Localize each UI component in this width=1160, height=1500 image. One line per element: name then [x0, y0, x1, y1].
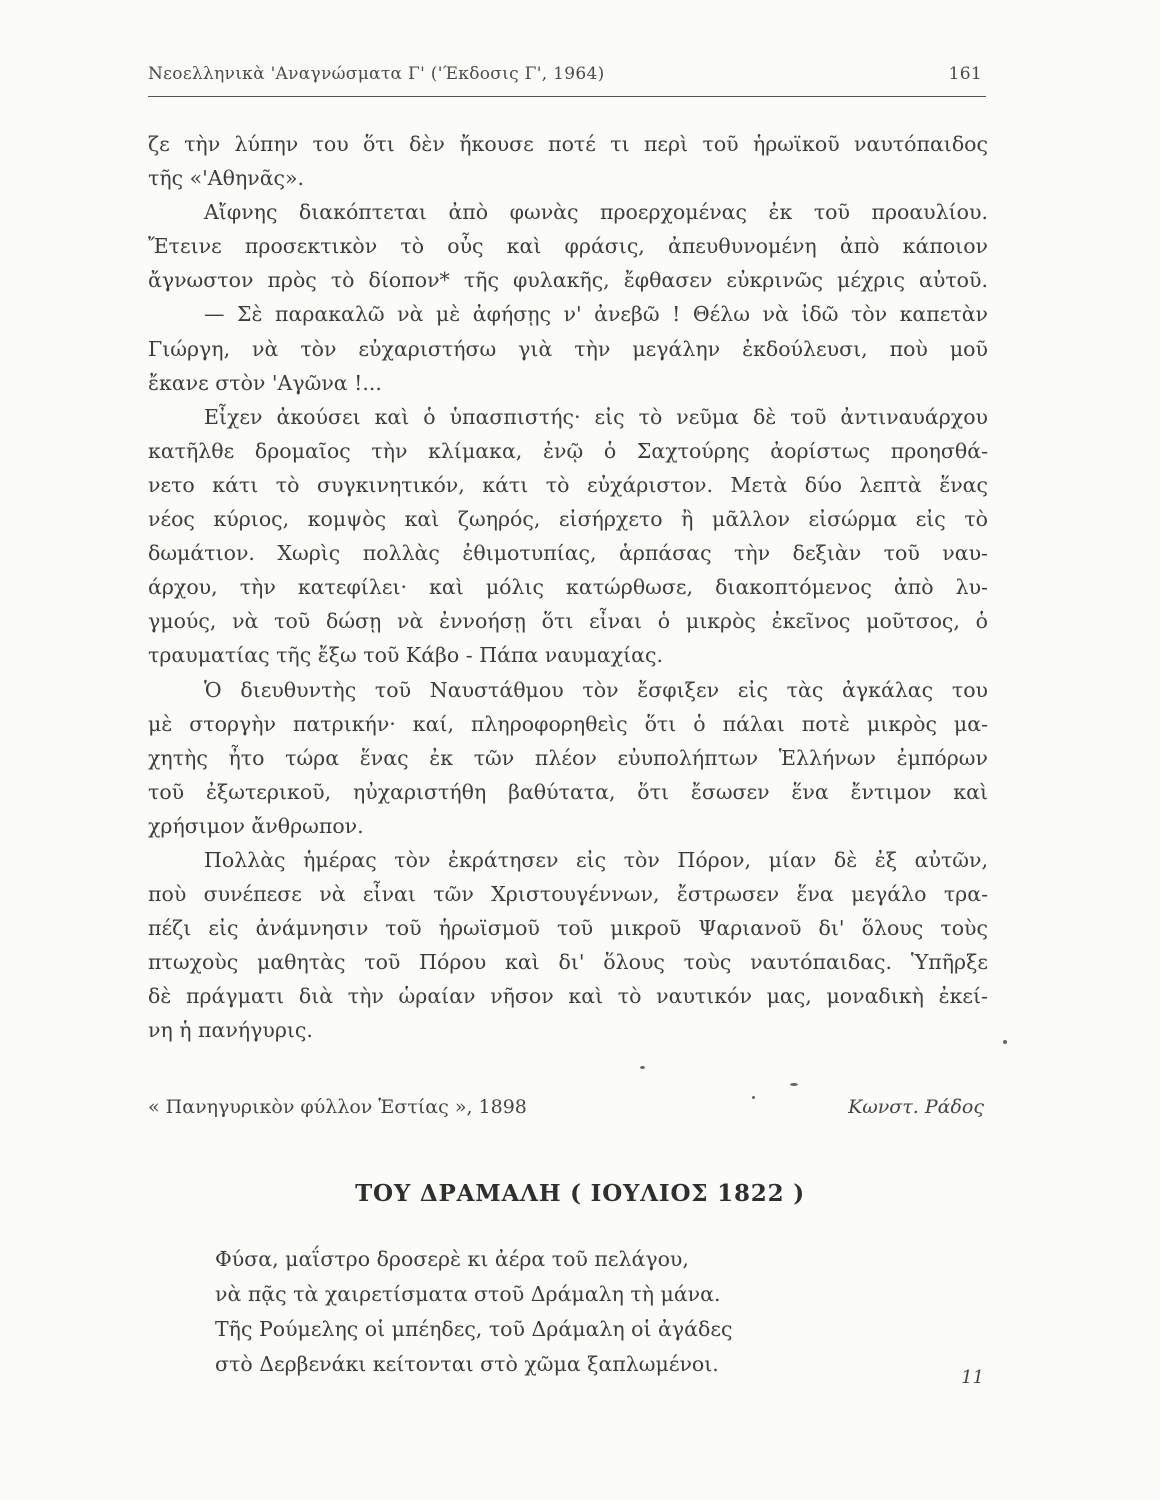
poem-title: ΤΟΥ ΔΡΑΜΑΛΗ ( ΙΟΥΛΙΟΣ 1822 ): [355, 1180, 805, 1207]
prose-line: χρήσιμον ἄνθρωπον.: [148, 813, 364, 838]
prose-body: [148, 127, 988, 1048]
prose-line: δὲ πράγματι διὰ τὴν ὡραίαν νῆσον καὶ τὸ ναυτικόν μας, μοναδικὴ ἐκεί-: [148, 984, 988, 1009]
prose-line: πτωχοὺς μαθητὰς τοῦ Πόρου καὶ δι' ὅλους τοὺς ναυτόπαιδας. Ὑπῆρξε: [148, 950, 988, 975]
prose-line: — Σὲ παρακαλῶ νὰ μὲ ἀφήσῃς ν' ἀνεβῶ ! Θέλω νὰ ἰδῶ τὸν καπετὰν: [204, 302, 988, 327]
ink-speck: [640, 1066, 645, 1069]
poem-verse: Φύσα, μαΐστρο δροσερὲ κι ἀέρα τοῦ πελάγου,: [215, 1247, 689, 1271]
signature-mark: 11: [961, 1367, 984, 1388]
prose-line: Αἴφνης διακόπτεται ἀπὸ φωνὰς προερχομένας ἐκ τοῦ προαυλίου.: [204, 200, 988, 225]
prose-line: νέος κύριος, κομψὸς καὶ ζωηρός, εἰσήρχετο ἢ μᾶλλον εἰσώρμα εἰς τὸ: [148, 507, 988, 532]
ink-speck: [790, 1083, 798, 1086]
prose-line: άρχου, τὴν κατεφίλει· καὶ μόλις κατώρθωσε, διακοπτόμενος ἀπὸ λυ-: [148, 575, 988, 600]
poem-verse: στὸ Δερβενάκι κείτονται στὸ χῶμα ξαπλωμένοι.: [215, 1352, 719, 1376]
running-title: Νεοελληνικὰ 'Αναγνώσματα Γ' ('Έκδοσις Γ', 1964): [148, 64, 605, 84]
prose-line: ποὺ συνέπεσε νὰ εἶναι τῶν Χριστουγέννων, ἔστρωσεν ἕνα μεγάλο τρα-: [148, 882, 988, 907]
prose-line: νετο κάτι τὸ συγκινητικόν, κάτι τὸ εὐχάριστον. Μετὰ δύο λεπτὰ ἕνας: [148, 472, 988, 497]
prose-line: Ἔτεινε προσεκτικὸν τὸ οὖς καὶ φράσις, ἀπευθυνομένη ἀπὸ κάποιον: [148, 234, 988, 259]
prose-line: ἔκανε στὸν 'Αγῶνα !...: [148, 370, 382, 395]
prose-line: δωμάτιον. Χωρὶς πολλὰς ἐθιμοτυπίας, ἁρπάσας τὴν δεξιὰν τοῦ ναυ-: [148, 541, 988, 566]
page-number: 161: [948, 64, 982, 84]
ink-speck: [752, 1096, 755, 1099]
prose-line: ἄγνωστον πρὸς τὸ δίοπον* τῆς φυλακῆς, ἔφθασεν εὐκρινῶς μέχρις αὐτοῦ.: [148, 268, 988, 293]
prose-line: χητὴς ἦτο τώρα ἕνας ἐκ τῶν πλέον εὐυπολήπτων Ἑλλήνων ἐμπόρων: [148, 745, 988, 770]
running-header: [148, 60, 986, 97]
prose-line: Πολλὰς ἡμέρας τὸν ἐκράτησεν εἰς τὸν Πόρον, μίαν δὲ ἐξ αὐτῶν,: [204, 847, 988, 872]
prose-line: Εἶχεν ἀκούσει καὶ ὁ ὑπασπιστής· εἰς τὸ νεῦμα δὲ τοῦ ἀντιναυάρχου: [204, 404, 988, 429]
prose-line: ζε τὴν λύπην του ὅτι δὲν ἤκουσε ποτέ τι περὶ τοῦ ἡρωϊκοῦ ναυτόπαιδος: [148, 132, 988, 156]
prose-line: πέζι εἰς ἀνάμνησιν τοῦ ἡρωϊσμοῦ τοῦ μικροῦ Ψαριανοῦ δι' ὅλους τοὺς: [148, 916, 988, 941]
prose-line: Γιώργη, νὰ τὸν εὐχαριστήσω γιὰ τὴν μεγάλην ἐκδούλευσι, ποὺ μοῦ: [148, 336, 988, 361]
prose-line: μὲ στοργὴν πατρικήν· καί, πληροφορηθεὶς ὅτι ὁ πάλαι ποτὲ μικρὸς μα-: [148, 711, 988, 736]
prose-line: γμούς, νὰ τοῦ δώσῃ νὰ ἐννοήσῃ ὅτι εἶναι ὁ μικρὸς ἐκεῖνος μοῦτσος, ὁ: [148, 609, 988, 634]
prose-line: τοῦ ἐξωτερικοῦ, ηὐχαριστήθη βαθύτατα, ὅτι ἔσωσεν ἕνα ἔντιμον καὶ: [148, 779, 988, 804]
prose-line: νη ἡ πανήγυρις.: [148, 1018, 313, 1043]
prose-line: τῆς «'Αθηνᾶς».: [148, 166, 305, 191]
poem-body: [215, 1242, 732, 1382]
source-citation: « Πανηγυρικὸν φύλλον Ἑστίας », 1898: [148, 1096, 527, 1118]
prose-line: κατῆλθε δρομαῖος τὴν κλίμακα, ἐνῷ ὁ Σαχτούρης ἀορίστως προησθά-: [148, 438, 988, 463]
poem-verse: νὰ πᾷς τὰ χαιρετίσματα στοῦ Δράμαλη τὴ μάνα.: [215, 1282, 721, 1306]
author-name: Κωνστ. Ράδος: [848, 1096, 984, 1118]
ink-speck: [1003, 1040, 1007, 1044]
poem-verse: Τῆς Ρούμελης οἱ μπέηδες, τοῦ Δράμαλη οἱ ἀγάδες: [215, 1317, 733, 1341]
prose-line: τραυματίας τῆς ἔξω τοῦ Κάβο - Πάπα ναυμαχίας.: [148, 643, 663, 668]
prose-line: Ὁ διευθυντὴς τοῦ Ναυστάθμου τὸν ἔσφιξεν εἰς τὰς ἀγκάλας του: [204, 677, 988, 702]
